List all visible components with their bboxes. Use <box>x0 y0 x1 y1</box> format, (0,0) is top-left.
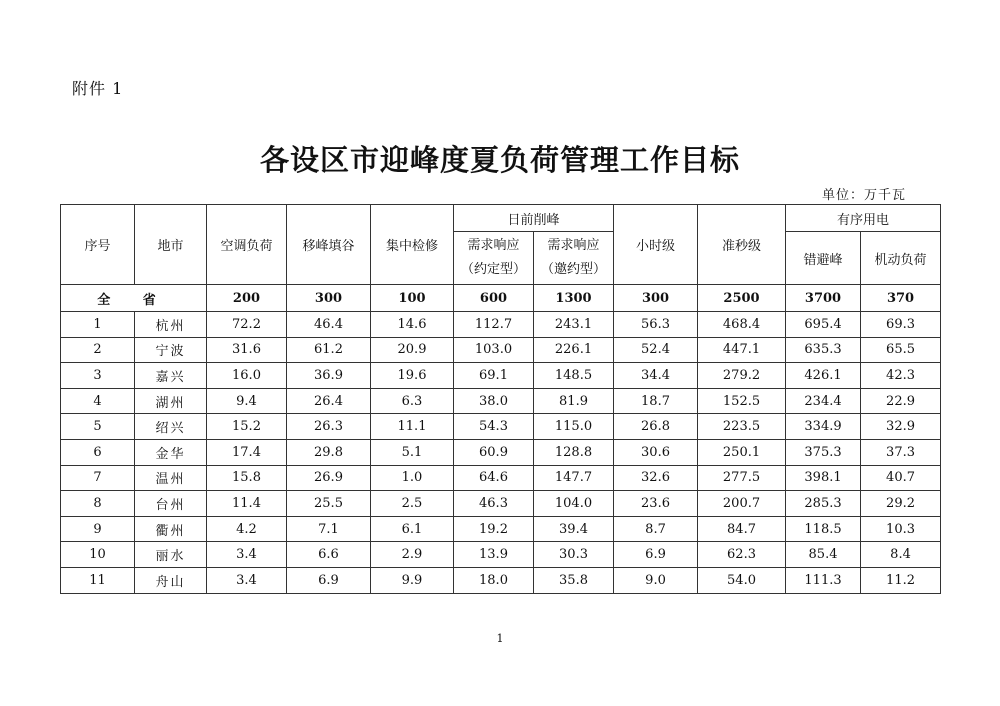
row-cell: 447.1 <box>698 337 786 363</box>
row-city: 台州 <box>135 491 207 517</box>
row-cell: 52.4 <box>614 337 698 363</box>
row-cell: 103.0 <box>454 337 534 363</box>
unit-label: 单位：万千瓦 <box>822 188 907 203</box>
row-cell: 32.6 <box>614 465 698 491</box>
row-cell: 26.3 <box>287 414 371 440</box>
row-city: 湖州 <box>135 388 207 414</box>
row-cell: 426.1 <box>786 363 861 389</box>
row-cell: 5.1 <box>371 439 454 465</box>
row-seq: 6 <box>61 439 135 465</box>
row-cell: 6.9 <box>287 567 371 593</box>
table-row <box>61 542 941 568</box>
row-cell: 60.9 <box>454 439 534 465</box>
row-cell: 30.3 <box>534 542 614 568</box>
page-title: 各设区市迎峰度夏负荷管理工作目标 <box>259 143 740 177</box>
row-cell: 18.7 <box>614 388 698 414</box>
row-cell: 26.4 <box>287 388 371 414</box>
row-cell: 34.4 <box>614 363 698 389</box>
header-dr-contract-line2: （约定型） <box>460 262 526 277</box>
row-cell: 37.3 <box>861 439 941 465</box>
row-cell: 29.2 <box>861 491 941 517</box>
header-peak-shift: 移峰填谷 <box>287 205 371 285</box>
row-city: 宁波 <box>135 337 207 363</box>
total-cell: 300 <box>614 285 698 312</box>
row-cell: 6.3 <box>371 388 454 414</box>
header-maintenance: 集中检修 <box>371 205 454 285</box>
row-cell: 81.9 <box>534 388 614 414</box>
row-cell: 635.3 <box>786 337 861 363</box>
row-cell: 234.4 <box>786 388 861 414</box>
row-cell: 152.5 <box>698 388 786 414</box>
row-cell: 112.7 <box>454 312 534 338</box>
row-cell: 2.5 <box>371 491 454 517</box>
row-cell: 54.3 <box>454 414 534 440</box>
row-cell: 243.1 <box>534 312 614 338</box>
table-row <box>61 465 941 491</box>
targets-table <box>60 204 941 594</box>
table-row <box>61 567 941 593</box>
total-label: 全 省 <box>61 285 207 312</box>
row-cell: 26.9 <box>287 465 371 491</box>
row-cell: 118.5 <box>786 516 861 542</box>
total-cell: 100 <box>371 285 454 312</box>
row-cell: 6.9 <box>614 542 698 568</box>
row-cell: 9.0 <box>614 567 698 593</box>
row-cell: 40.7 <box>861 465 941 491</box>
header-mobile-load: 机动负荷 <box>861 232 941 285</box>
total-cell: 2500 <box>698 285 786 312</box>
row-city: 温州 <box>135 465 207 491</box>
row-cell: 56.3 <box>614 312 698 338</box>
row-cell: 1.0 <box>371 465 454 491</box>
total-cell: 3700 <box>786 285 861 312</box>
attachment-label: 附件 1 <box>72 79 124 98</box>
row-cell: 35.8 <box>534 567 614 593</box>
row-seq: 8 <box>61 491 135 517</box>
row-cell: 11.1 <box>371 414 454 440</box>
row-cell: 3.4 <box>207 567 287 593</box>
total-cell: 1300 <box>534 285 614 312</box>
row-cell: 64.6 <box>454 465 534 491</box>
row-city: 杭州 <box>135 312 207 338</box>
row-cell: 115.0 <box>534 414 614 440</box>
header-avoid-peak: 错避峰 <box>786 232 861 285</box>
row-city: 丽水 <box>135 542 207 568</box>
row-cell: 15.2 <box>207 414 287 440</box>
row-cell: 23.6 <box>614 491 698 517</box>
table-row <box>61 337 941 363</box>
row-cell: 38.0 <box>454 388 534 414</box>
row-cell: 20.9 <box>371 337 454 363</box>
total-row <box>61 285 941 312</box>
table-row <box>61 388 941 414</box>
row-cell: 279.2 <box>698 363 786 389</box>
row-cell: 17.4 <box>207 439 287 465</box>
row-cell: 9.9 <box>371 567 454 593</box>
row-cell: 69.1 <box>454 363 534 389</box>
row-cell: 46.3 <box>454 491 534 517</box>
header-hourly: 小时级 <box>614 205 698 285</box>
row-cell: 13.9 <box>454 542 534 568</box>
total-cell: 600 <box>454 285 534 312</box>
row-city: 金华 <box>135 439 207 465</box>
header-seq: 序号 <box>61 205 135 285</box>
row-cell: 3.4 <box>207 542 287 568</box>
row-cell: 14.6 <box>371 312 454 338</box>
row-cell: 200.7 <box>698 491 786 517</box>
row-cell: 29.8 <box>287 439 371 465</box>
table-body <box>61 205 941 594</box>
header-dr-invite-line1: 需求响应 <box>547 238 600 253</box>
row-cell: 15.8 <box>207 465 287 491</box>
row-seq: 1 <box>61 312 135 338</box>
row-cell: 18.0 <box>454 567 534 593</box>
row-seq: 10 <box>61 542 135 568</box>
header-quasi-second: 准秒级 <box>698 205 786 285</box>
total-cell: 200 <box>207 285 287 312</box>
row-cell: 250.1 <box>698 439 786 465</box>
row-cell: 65.5 <box>861 337 941 363</box>
row-seq: 7 <box>61 465 135 491</box>
row-seq: 9 <box>61 516 135 542</box>
table-row <box>61 363 941 389</box>
row-cell: 223.5 <box>698 414 786 440</box>
row-cell: 6.6 <box>287 542 371 568</box>
header-ac-load: 空调负荷 <box>207 205 287 285</box>
row-cell: 375.3 <box>786 439 861 465</box>
row-cell: 8.7 <box>614 516 698 542</box>
row-cell: 31.6 <box>207 337 287 363</box>
row-cell: 277.5 <box>698 465 786 491</box>
row-cell: 398.1 <box>786 465 861 491</box>
page-number: 1 <box>496 632 504 645</box>
row-cell: 695.4 <box>786 312 861 338</box>
row-cell: 32.9 <box>861 414 941 440</box>
table-row <box>61 414 941 440</box>
row-cell: 8.4 <box>861 542 941 568</box>
row-cell: 26.8 <box>614 414 698 440</box>
row-seq: 3 <box>61 363 135 389</box>
row-cell: 4.2 <box>207 516 287 542</box>
row-cell: 30.6 <box>614 439 698 465</box>
header-dr-invite <box>534 232 614 285</box>
row-city: 舟山 <box>135 567 207 593</box>
row-cell: 19.2 <box>454 516 534 542</box>
row-cell: 46.4 <box>287 312 371 338</box>
table-row <box>61 491 941 517</box>
row-cell: 36.9 <box>287 363 371 389</box>
row-cell: 10.3 <box>861 516 941 542</box>
row-cell: 16.0 <box>207 363 287 389</box>
row-city: 绍兴 <box>135 414 207 440</box>
row-seq: 4 <box>61 388 135 414</box>
row-cell: 285.3 <box>786 491 861 517</box>
table-row <box>61 312 941 338</box>
total-cell: 300 <box>287 285 371 312</box>
row-cell: 25.5 <box>287 491 371 517</box>
row-cell: 226.1 <box>534 337 614 363</box>
row-cell: 61.2 <box>287 337 371 363</box>
row-cell: 84.7 <box>698 516 786 542</box>
row-city: 嘉兴 <box>135 363 207 389</box>
row-cell: 7.1 <box>287 516 371 542</box>
row-cell: 111.3 <box>786 567 861 593</box>
row-cell: 334.9 <box>786 414 861 440</box>
row-city: 衢州 <box>135 516 207 542</box>
row-cell: 148.5 <box>534 363 614 389</box>
header-dr-contract-line1: 需求响应 <box>467 238 520 253</box>
row-seq: 5 <box>61 414 135 440</box>
row-cell: 22.9 <box>861 388 941 414</box>
row-cell: 2.9 <box>371 542 454 568</box>
row-cell: 62.3 <box>698 542 786 568</box>
row-cell: 147.7 <box>534 465 614 491</box>
header-row-1 <box>61 205 941 232</box>
row-cell: 11.2 <box>861 567 941 593</box>
row-cell: 19.6 <box>371 363 454 389</box>
row-cell: 468.4 <box>698 312 786 338</box>
row-cell: 54.0 <box>698 567 786 593</box>
row-cell: 11.4 <box>207 491 287 517</box>
row-cell: 128.8 <box>534 439 614 465</box>
row-cell: 69.3 <box>861 312 941 338</box>
row-seq: 2 <box>61 337 135 363</box>
table-row <box>61 516 941 542</box>
row-cell: 42.3 <box>861 363 941 389</box>
total-cell: 370 <box>861 285 941 312</box>
row-cell: 85.4 <box>786 542 861 568</box>
row-cell: 104.0 <box>534 491 614 517</box>
header-day-ahead-group: 日前削峰 <box>454 205 614 232</box>
header-city: 地市 <box>135 205 207 285</box>
header-dr-invite-line2: （邀约型） <box>541 262 607 277</box>
row-cell: 6.1 <box>371 516 454 542</box>
row-cell: 39.4 <box>534 516 614 542</box>
table-row <box>61 439 941 465</box>
row-cell: 72.2 <box>207 312 287 338</box>
row-cell: 9.4 <box>207 388 287 414</box>
header-orderly-group: 有序用电 <box>786 205 941 232</box>
row-seq: 11 <box>61 567 135 593</box>
header-dr-contract <box>454 232 534 285</box>
